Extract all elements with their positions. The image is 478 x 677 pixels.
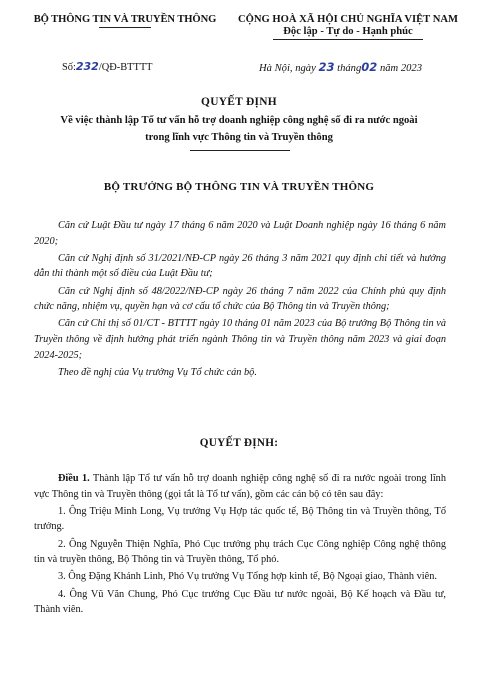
subject-line-1: Về việc thành lập Tổ tư vấn hỗ trợ doanh nghiệp công nghệ số đi ra nước ngoài — [60, 115, 418, 126]
document-number-suffix: /QĐ-BTTTT — [98, 62, 153, 73]
article-1-text: Thành lập Tổ tư vấn hỗ trợ doanh nghiệp công nghệ số đi ra nước ngoài trong lĩnh vực Thông tin và Truyền thông (gọi tắt là Tổ tư vấn), gồm các cán bộ có tên sau đây: — [34, 473, 446, 500]
subject-line-2: trong lĩnh vực Thông tin và Truyền thông — [145, 132, 333, 143]
article-1 — [34, 471, 446, 502]
document-number — [62, 60, 153, 73]
member-item: 3. Ông Đặng Khánh Linh, Phó Vụ trưởng Vụ Tổng hợp kinh tế, Bộ Ngoại giao, Thành viên. — [58, 571, 437, 583]
place-date-part1: Hà Nội, ngày — [259, 63, 316, 74]
member-item: 4. Ông Vũ Văn Chung, Phó Cục trưởng Cục Đầu tư nước ngoài, Bộ Kế hoạch và Đầu tư, Thành viên. — [34, 588, 446, 616]
legal-basis-item: Căn cứ Nghị định số 31/2021/NĐ-CP ngày 26 tháng 3 năm 2021 quy định chi tiết và hướng dẫn thi thành một số điều của Luật Đầu tư; — [34, 252, 446, 280]
day-handwritten: 23 — [318, 60, 335, 74]
legal-basis — [34, 218, 446, 382]
national-header — [228, 14, 468, 40]
place-date-part3: năm 2023 — [379, 63, 423, 74]
member-item: 1. Ông Triệu Minh Long, Vụ trưởng Vụ Hợp tác quốc tế, Bộ Thông tin và Truyền thông, Tổ trưởng. — [34, 505, 446, 533]
document-title: QUYẾT ĐỊNH — [201, 96, 277, 108]
legal-basis-item: Theo đề nghị của Vụ trưởng Vụ Tổ chức cán bộ. — [58, 366, 257, 378]
national-motto: Độc lập - Tự do - Hạnh phúc — [283, 26, 413, 37]
motto-underline — [273, 39, 423, 40]
legal-basis-item: Căn cứ Luật Đầu tư ngày 17 tháng 6 năm 2020 và Luật Doanh nghiệp ngày 16 tháng 6 năm 2020; — [34, 220, 446, 247]
decision-heading: QUYẾT ĐỊNH: — [199, 437, 279, 449]
place-date-part2: tháng — [337, 63, 362, 74]
document-number-prefix: Số: — [62, 62, 76, 73]
place-and-date — [259, 60, 422, 74]
legal-basis-item: Căn cứ Chỉ thị số 01/CT - BTTTT ngày 10 tháng 01 năm 2023 của Bộ trưởng Bộ Thông tin và Truyền thông về định hướng phát triển ngành Thông tin và Truyền thông năm 2023 và giai đoạn 2024-2025; — [34, 318, 446, 361]
subject-underline — [190, 150, 290, 151]
document-number-handwritten: 232 — [75, 60, 99, 73]
document-subject — [20, 112, 458, 146]
decision-body — [34, 471, 446, 619]
article-1-label: Điều 1. — [58, 473, 90, 484]
legal-basis-item: Căn cứ Nghị định số 48/2022/NĐ-CP ngày 26 tháng 7 năm 2022 của Chính phủ quy định chức năng, nhiệm vụ, quyền hạn và cơ cấu tổ chức của Bộ Thông tin và Truyền thông; — [34, 285, 446, 313]
agency-header — [30, 14, 220, 28]
month-handwritten: 02 — [361, 60, 378, 74]
country-name: CỘNG HOÀ XÃ HỘI CHỦ NGHĨA VIỆT NAM — [237, 14, 459, 25]
member-item: 2. Ông Nguyễn Thiện Nghĩa, Phó Cục trưởng phụ trách Cục Công nghiệp Công nghệ thông tin và truyền thông, Bộ Thông tin và Truyền thông, Tổ phó. — [34, 538, 446, 566]
agency-underline — [99, 27, 151, 28]
agency-name: BỘ THÔNG TIN VÀ TRUYỀN THÔNG — [33, 14, 217, 25]
issuer-heading: BỘ TRƯỞNG BỘ THÔNG TIN VÀ TRUYỀN THÔNG — [103, 181, 375, 193]
